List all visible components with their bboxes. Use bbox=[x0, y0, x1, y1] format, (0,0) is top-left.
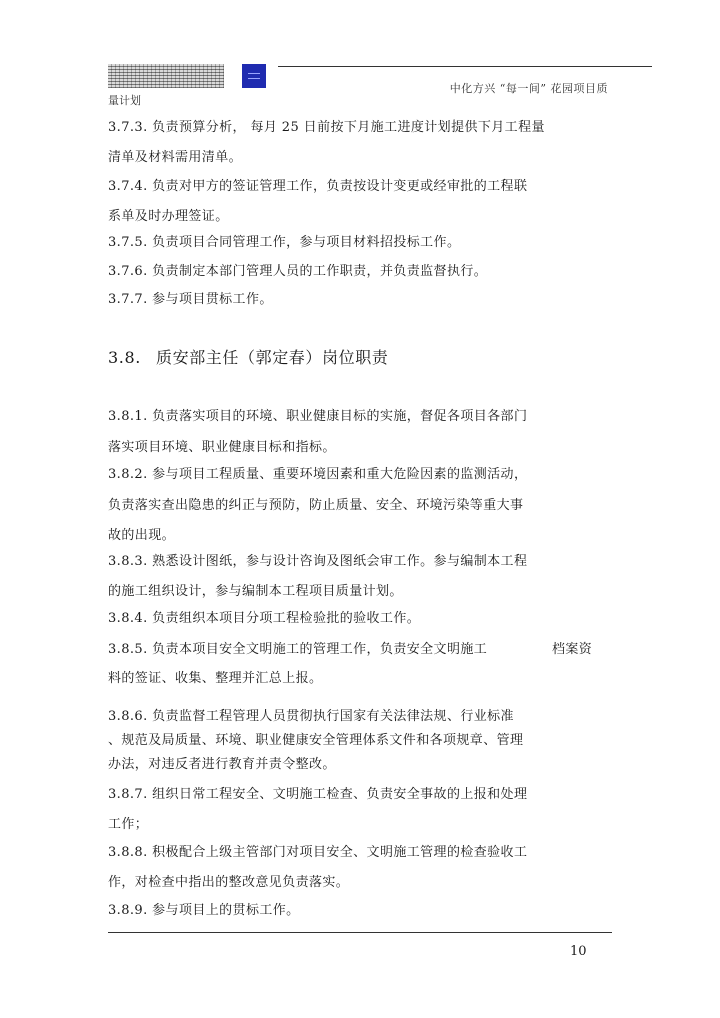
footer-divider bbox=[108, 932, 612, 933]
paragraph-line: 3.7.6. 负责制定本部门管理人员的工作职责，并负责监督执行。 bbox=[108, 264, 488, 279]
header-divider bbox=[278, 66, 652, 67]
paragraph-line-end: 档案资 bbox=[552, 642, 593, 657]
paragraph-line: 3.7.5. 负责项目合同管理工作，参与项目材料招投标工作。 bbox=[108, 235, 461, 250]
section-title: 质安部主任（郭定春）岗位职责 bbox=[156, 348, 389, 367]
paragraph-line: 3.8.7. 组织日常工程安全、文明施工检查、负责安全事故的上报和处理 bbox=[108, 787, 528, 802]
paragraph-line: 落实项目环境、职业健康目标和指标。 bbox=[108, 440, 336, 455]
paragraph-line: 的施工组织设计，参与编制本工程项目质量计划。 bbox=[108, 584, 403, 599]
badge-icon bbox=[242, 64, 266, 88]
paragraph-line: 3.8.3. 熟悉设计图纸，参与设计咨询及图纸会审工作。参与编制本工程 bbox=[108, 554, 528, 569]
paragraph-line: 3.8.4. 负责组织本项目分项工程检验批的验收工作。 bbox=[108, 611, 421, 626]
paragraph-line: 负责落实查出隐患的纠正与预防，防止质量、安全、环境污染等重大事 bbox=[108, 498, 524, 513]
header-title-continued: 量计划 bbox=[108, 94, 141, 107]
paragraph-line: 清单及材料需用清单。 bbox=[108, 150, 243, 165]
section-number: 3.8. bbox=[108, 348, 141, 367]
paragraph-line: 3.8.5. 负责本项目安全文明施工的管理工作，负责安全文明施工 bbox=[108, 642, 488, 657]
page-number: 10 bbox=[570, 944, 587, 959]
paragraph-line: 、规范及局质量、环境、职业健康安全管理体系文件和各项规章、管理 bbox=[108, 733, 524, 748]
header-title: 中化方兴 “每一间” 花园项目质 bbox=[449, 82, 608, 95]
paragraph-line: 3.8.8. 积极配合上级主管部门对项目安全、文明施工管理的检查验收工 bbox=[108, 845, 528, 860]
paragraph-line: 工作； bbox=[108, 817, 149, 832]
paragraph-line: 3.7.4. 负责对甲方的签证管理工作，负责按设计变更或经审批的工程联 bbox=[108, 179, 528, 194]
paragraph-line: 3.8.9. 参与项目上的贯标工作。 bbox=[108, 903, 300, 918]
paragraph-line: 料的签证、收集、整理并汇总上报。 bbox=[108, 671, 323, 686]
company-logo bbox=[108, 64, 224, 88]
paragraph-line: 3.7.7. 参与项目贯标工作。 bbox=[108, 292, 273, 307]
paragraph-line: 故的出现。 bbox=[108, 528, 176, 543]
paragraph-line: 3.7.3. 负责预算分析， 每月 25 日前按下月施工进度计划提供下月工程量 bbox=[108, 120, 545, 135]
paragraph-line: 3.8.6. 负责监督工程管理人员贯彻执行国家有关法律法规、行业标准 bbox=[108, 709, 514, 724]
paragraph-line: 3.8.1. 负责落实项目的环境、职业健康目标的实施，督促各项目各部门 bbox=[108, 409, 528, 424]
paragraph-line: 3.8.2. 参与项目工程质量、重要环境因素和重大危险因素的监测活动， bbox=[108, 467, 528, 482]
section-heading bbox=[108, 345, 388, 368]
paragraph-line: 系单及时办理签证。 bbox=[108, 209, 229, 224]
paragraph-line: 办法，对违反者进行教育并责令整改。 bbox=[108, 757, 336, 772]
paragraph-line: 作，对检查中指出的整改意见负责落实。 bbox=[108, 875, 350, 890]
